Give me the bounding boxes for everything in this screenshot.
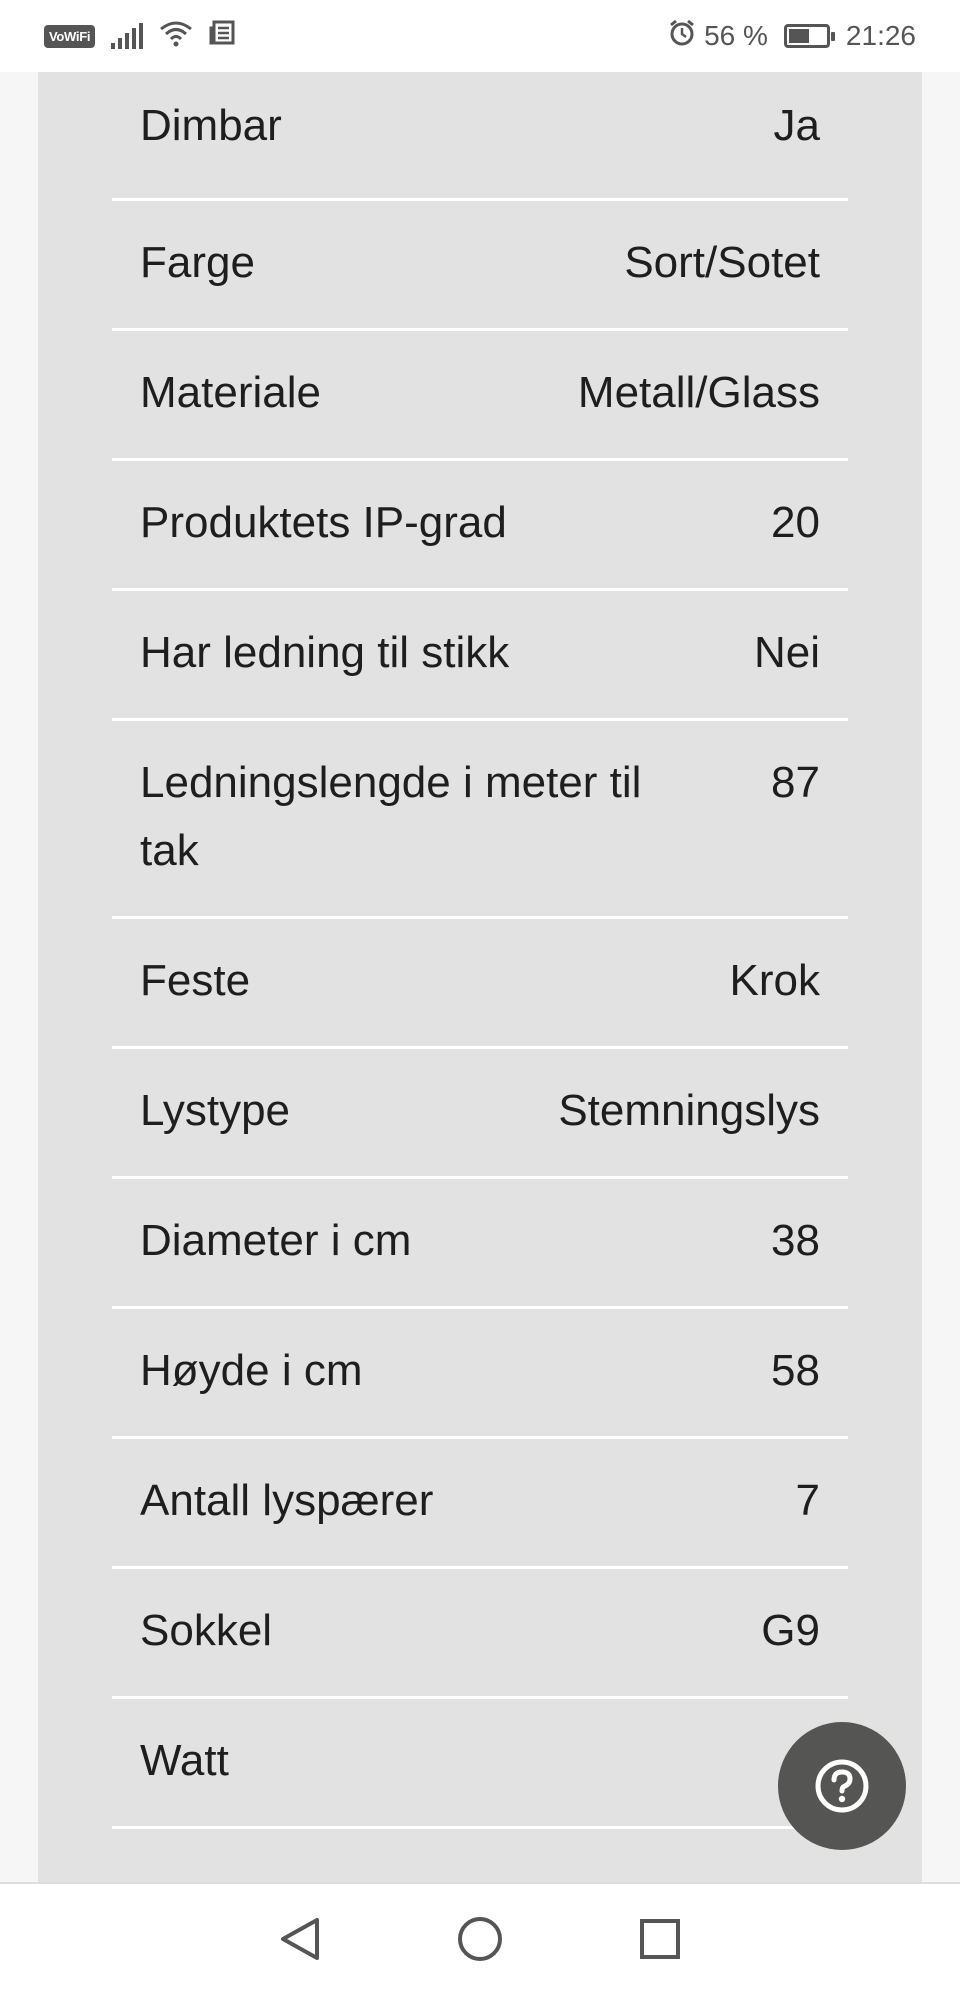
recents-icon xyxy=(638,1917,682,1961)
spec-value: Stemningslys xyxy=(558,1086,820,1135)
spec-label: Materiale xyxy=(140,368,321,417)
news-icon xyxy=(209,20,235,53)
spec-value: Ja xyxy=(773,101,820,150)
spec-value: G9 xyxy=(761,1606,820,1655)
home-icon xyxy=(456,1915,504,1963)
recents-button[interactable] xyxy=(630,1909,690,1969)
spec-label: Feste xyxy=(140,956,251,1005)
battery-percent: 56 % xyxy=(704,20,768,51)
spec-label: Antall lyspærer xyxy=(140,1476,434,1525)
spec-value: 58 xyxy=(771,1346,820,1395)
status-bar xyxy=(0,0,960,72)
spec-value: Nei xyxy=(753,628,820,677)
spec-label: Sokkel xyxy=(140,1606,273,1655)
signal-icon xyxy=(111,23,143,49)
spec-row-ledningslengde xyxy=(112,721,848,919)
spec-label: Har ledning til stikk xyxy=(140,628,510,677)
spec-label: Diameter i cm xyxy=(140,1216,412,1265)
spec-label: Ledningslengde i meter til tak xyxy=(140,758,642,875)
spec-value: 38 xyxy=(771,1216,820,1265)
spec-row-feste xyxy=(112,919,848,1049)
spec-label: Watt xyxy=(140,1736,229,1785)
help-button[interactable] xyxy=(778,1722,906,1850)
spec-label: Høyde i cm xyxy=(140,1346,363,1395)
spec-label: Farge xyxy=(140,238,255,287)
spec-value: 20 xyxy=(771,498,820,547)
battery-fill xyxy=(789,29,809,43)
spec-row-watt xyxy=(112,1699,848,1829)
spec-value: 87 xyxy=(771,758,820,807)
spec-value: Krok xyxy=(729,956,820,1005)
spec-value: Metall/Glass xyxy=(577,368,820,417)
specifications-card xyxy=(38,72,922,1882)
spec-row-dimbar xyxy=(112,72,848,201)
back-icon xyxy=(277,1915,323,1963)
vowifi-icon: VoWiFi xyxy=(44,25,95,48)
spec-row-sokkel xyxy=(112,1569,848,1699)
back-button[interactable] xyxy=(270,1909,330,1969)
spec-row-ip-grad xyxy=(112,461,848,591)
battery-charging-icon xyxy=(784,24,830,48)
status-bar-left xyxy=(44,19,235,54)
spec-label: Dimbar xyxy=(140,101,282,150)
spec-value: Sort/Sotet xyxy=(624,238,820,287)
spec-row-diameter xyxy=(112,1179,848,1309)
spec-row-antall-lyspaerer xyxy=(112,1439,848,1569)
status-bar-right xyxy=(668,19,916,54)
spec-label: Produktets IP-grad xyxy=(140,498,507,547)
alarm-icon xyxy=(668,19,696,54)
question-circle-icon xyxy=(814,1758,870,1814)
spec-row-lystype xyxy=(112,1049,848,1179)
wifi-icon xyxy=(159,19,193,54)
home-button[interactable] xyxy=(450,1909,510,1969)
spec-row-farge xyxy=(112,201,848,331)
navigation-bar xyxy=(0,1882,960,1993)
spec-label: Lystype xyxy=(140,1086,291,1135)
spec-value: 7 xyxy=(795,1476,820,1525)
clock: 21:26 xyxy=(845,20,916,51)
spec-row-materiale xyxy=(112,331,848,461)
spec-row-ledning-til-stikk xyxy=(112,591,848,721)
spec-row-hoyde xyxy=(112,1309,848,1439)
